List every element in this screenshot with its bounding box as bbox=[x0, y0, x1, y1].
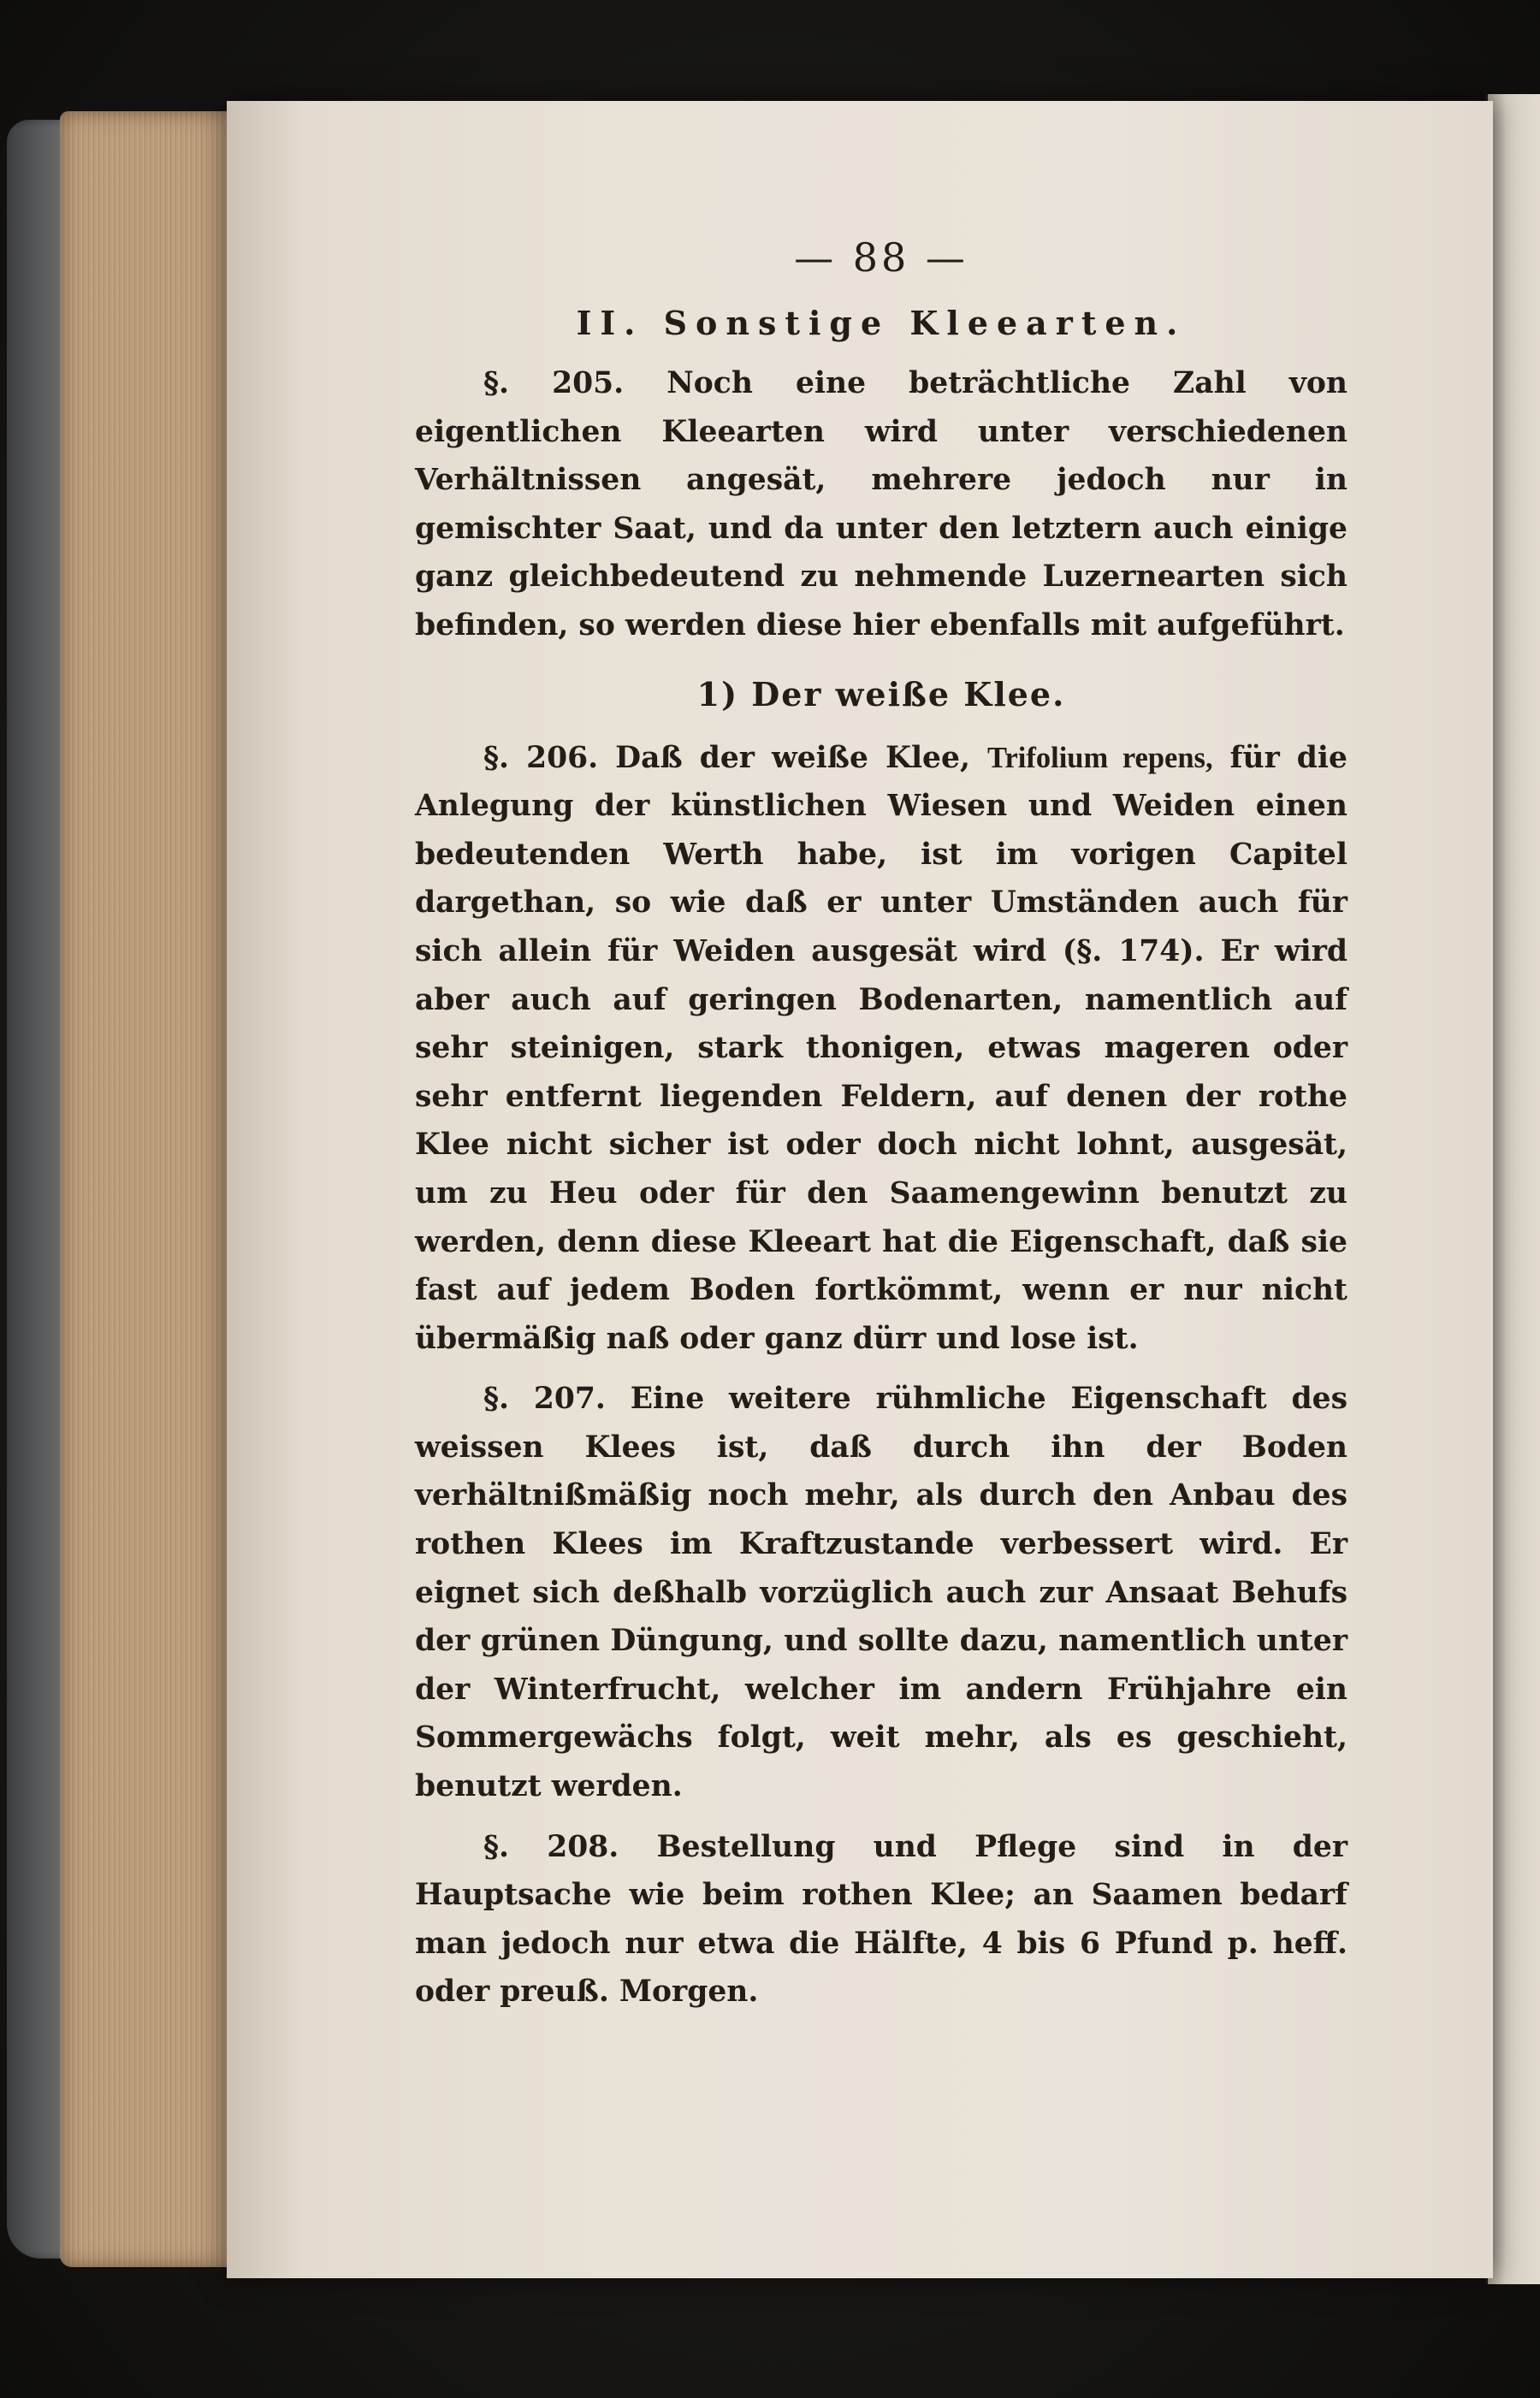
paragraph-206 bbox=[415, 734, 1348, 1364]
section-number: §. 206. bbox=[483, 740, 599, 775]
section-number: §. 207. bbox=[483, 1382, 606, 1417]
page-text bbox=[415, 231, 1348, 2016]
paragraph-208 bbox=[415, 1823, 1348, 2016]
subheading: 1) Der weiße Klee. bbox=[696, 674, 1066, 713]
paragraph-text: Eine weitere rühmliche Eigenschaft des weissen Klees ist, daß durch ihn der Boden verhältnißmäßig noch mehr, als durch den Anbau des rothen Klees im Kraftzustande verbessert wird. Er eignet sich deßhalb vorzüglich auch zur Ansaat Behufs der grünen Düngung, und sollte dazu, namentlich unter der Winterfrucht, welcher im andern Frühjahre ein Sommergewächs folgt, weit mehr, als es geschieht, benutzt werden. bbox=[415, 1382, 1348, 1804]
facing-page-edge bbox=[1485, 94, 1540, 2284]
latin-name: Trifolium repens, bbox=[987, 741, 1213, 774]
paragraph-text-before-latin: Daß der weiße Klee, bbox=[615, 740, 970, 775]
page-number: — 88 — bbox=[794, 234, 968, 281]
paragraph-text: Noch eine beträchtliche Zahl von eigentlichen Kleearten wird unter verschiedenen Verhältnissen angesät, mehrere jedoch nur in gemischter Saat, und da unter den letztern auch einige ganz gleichbedeutend zu nehmende Luzernearten sich befinden, so werden diese hier ebenfalls mit aufgeführt. bbox=[415, 366, 1348, 642]
section-number: §. 208. bbox=[483, 1829, 619, 1864]
paragraph-205 bbox=[415, 359, 1348, 650]
paragraph-207 bbox=[415, 1375, 1348, 1810]
paragraph-text: Bestellung und Pflege sind in der Hauptsache wie beim rothen Klee; an Saamen bedarf man jedoch nur etwa die Hälfte, 4 bis 6 Pfund p. heff. oder preuß. Morgen. bbox=[415, 1829, 1348, 2010]
section-number: §. 205. bbox=[483, 366, 625, 400]
section-heading: II. Sonstige Kleearten. bbox=[576, 304, 1187, 342]
paragraph-text-after-latin: für die Anlegung der künstlichen Wiesen und Weiden einen bedeutenden Werth habe, ist im vorigen Capitel dargethan, so wie daß er unter Umständen auch für sich allein für Weiden ausgesät wird (§. 174). Er wird aber auch auf geringen Bodenarten, namentlich auf sehr steinigen, stark thonigen, etwas mageren oder sehr entfernt liegenden Feldern, auf denen der rothe Klee nicht sicher ist oder doch nicht lohnt, ausgesät, um zu Heu oder für den Saamengewinn benutzt zu werden, denn diese Kleeart hat die Eigenschaft, daß sie fast auf jedem Boden fortkömmt, wenn er nur nicht übermäßig naß oder ganz dürr und lose ist. bbox=[415, 740, 1348, 1356]
